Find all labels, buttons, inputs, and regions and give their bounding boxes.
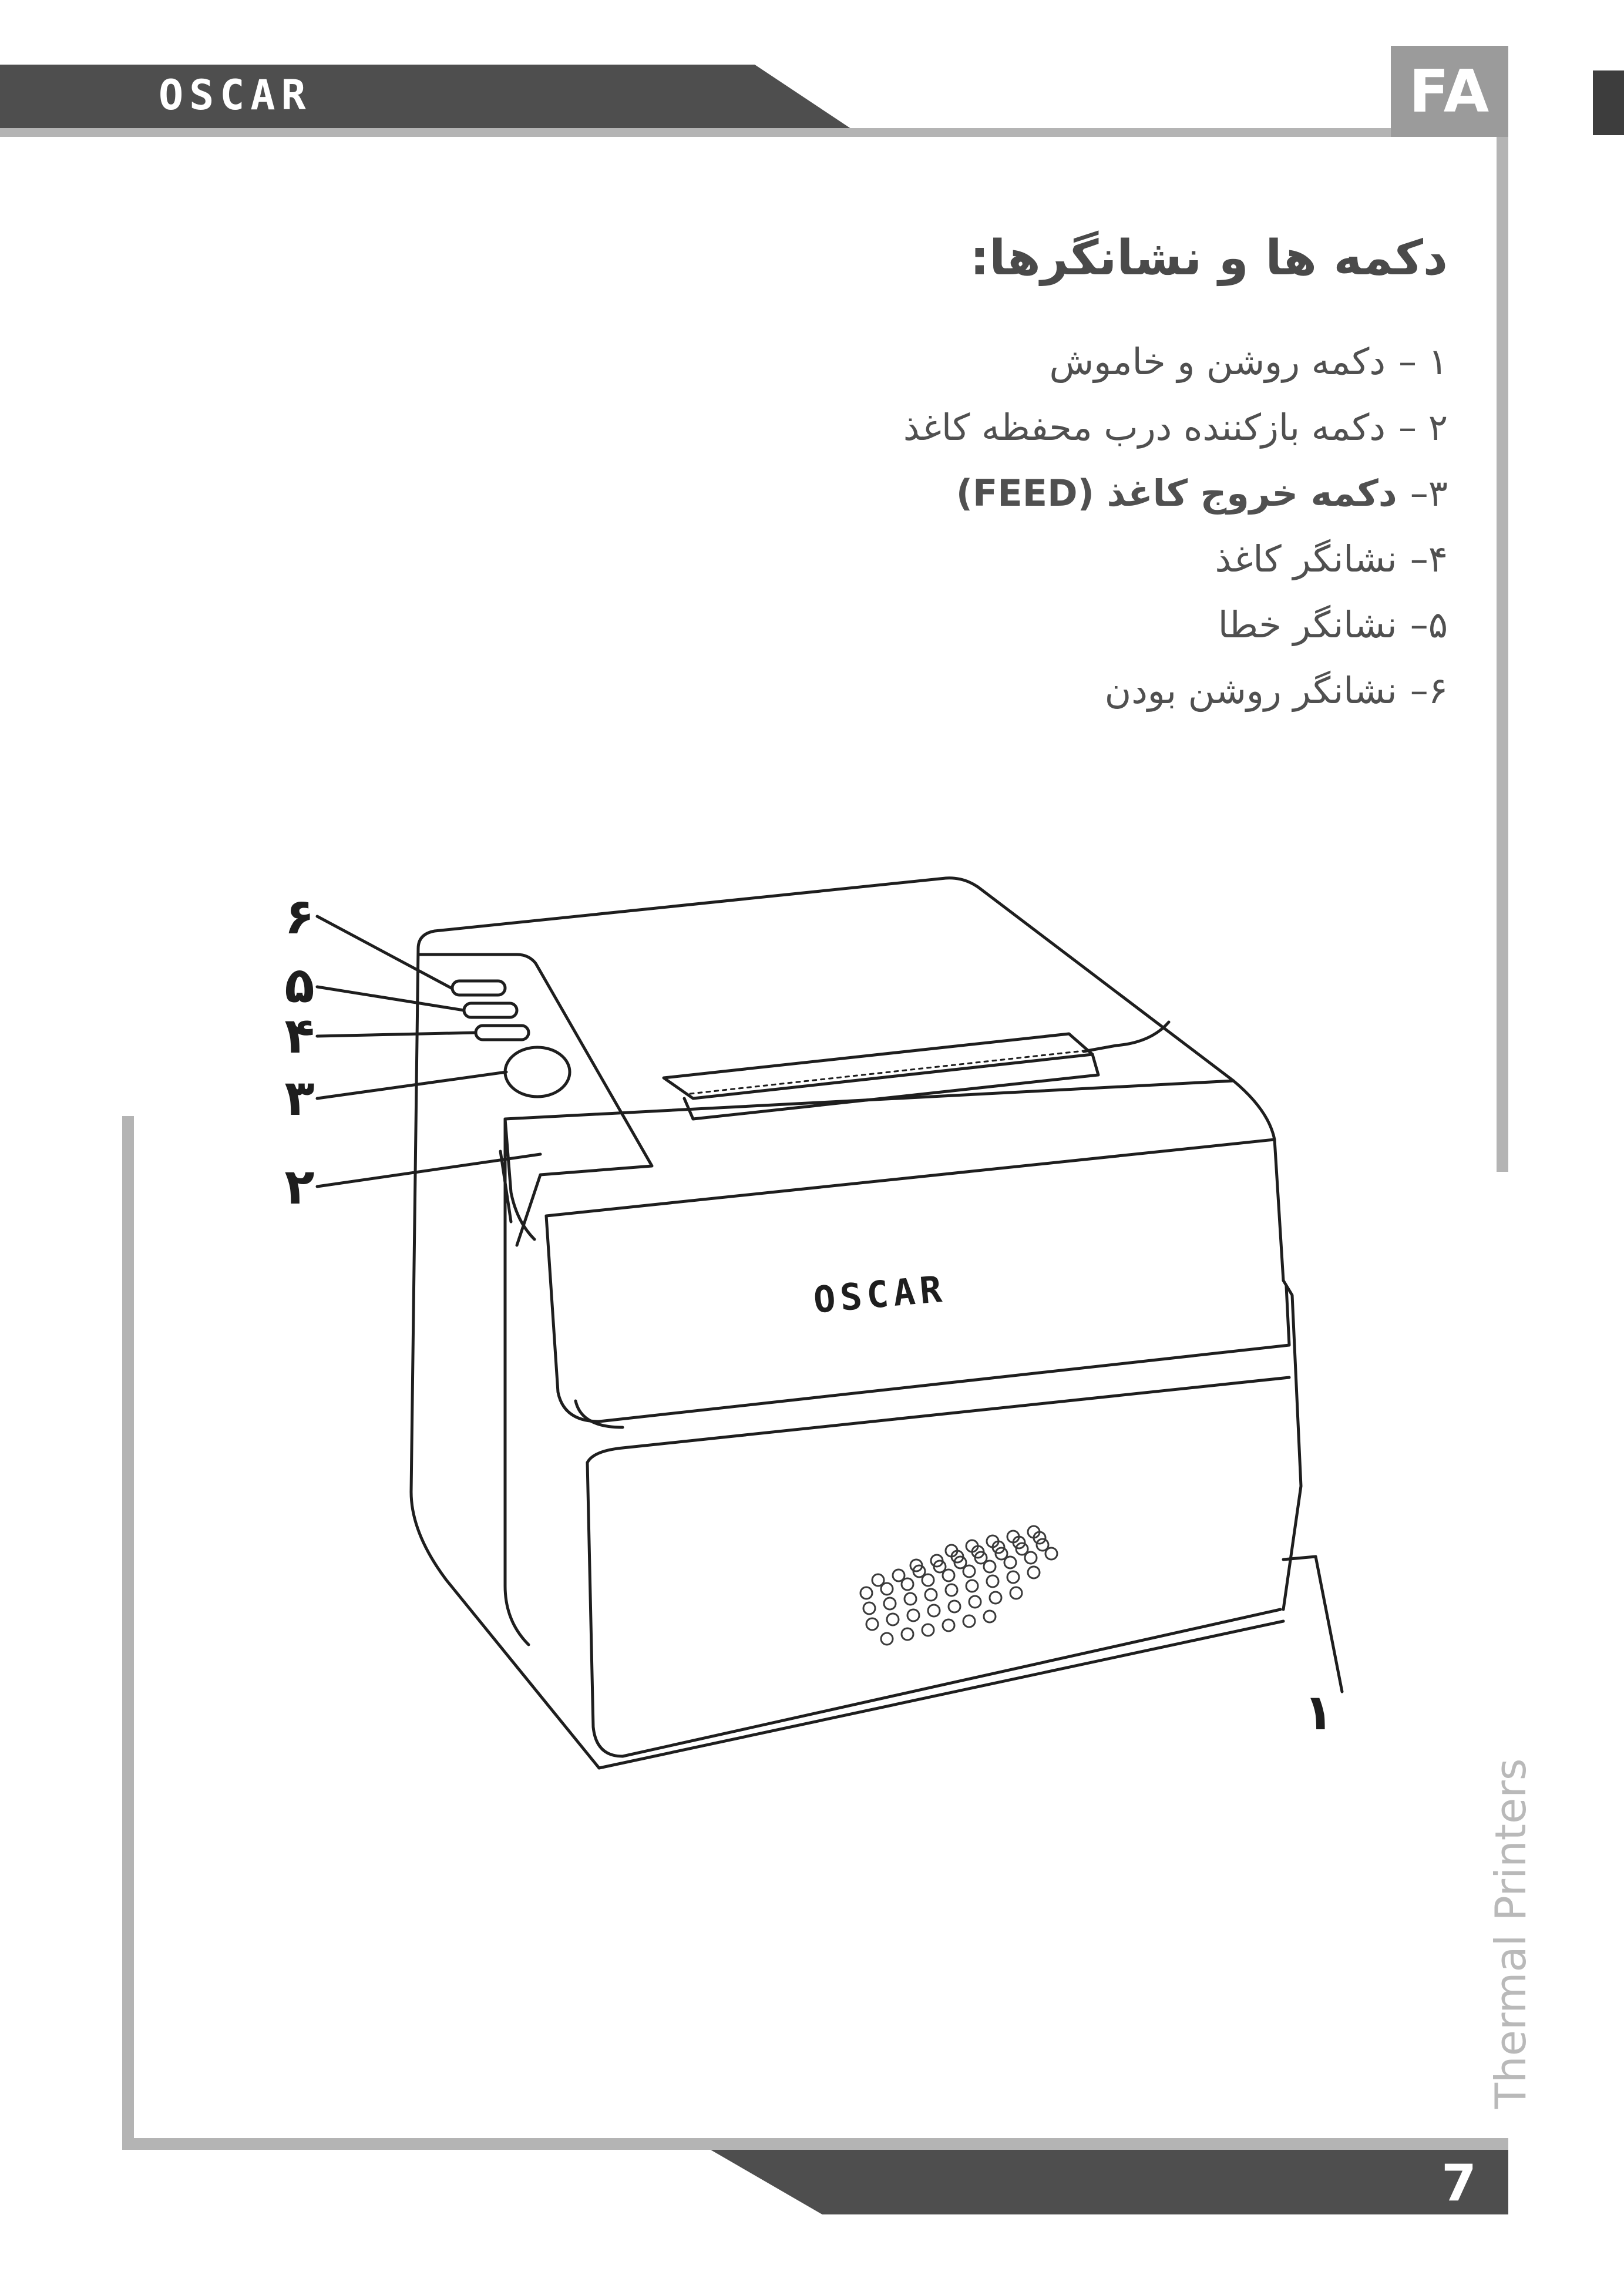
item-text: دکمه خروج کاغذ (FEED) <box>956 472 1397 515</box>
callout-3: ۳ <box>284 1069 315 1127</box>
callout-6: ۶ <box>284 888 315 945</box>
item-number: ۲ – <box>1398 406 1448 449</box>
side-caption: Thermal Printers <box>1486 1758 1535 2109</box>
list-item <box>567 526 1448 592</box>
list-item <box>567 592 1448 658</box>
list-item <box>567 658 1448 724</box>
item-number: ۳– <box>1410 472 1448 515</box>
callout-1: ۱ <box>1303 1683 1334 1741</box>
item-text: دکمه بازکننده درب محفظه کاغذ <box>903 406 1386 449</box>
item-list <box>567 329 1448 724</box>
footer-band <box>0 2138 1624 2214</box>
device-brand-logo: OSCAR <box>812 1267 949 1322</box>
list-item <box>567 461 1448 526</box>
item-text: نشانگر خطا <box>1218 603 1397 646</box>
buttons-indicators-section <box>567 217 1448 724</box>
item-number: ۴– <box>1410 537 1448 580</box>
list-item <box>567 329 1448 395</box>
item-number: ۵– <box>1410 603 1448 646</box>
callout-5: ۵ <box>284 956 315 1014</box>
oscar-logo <box>159 75 370 116</box>
page-number: 7 <box>1441 2154 1477 2213</box>
item-text: نشانگر کاغذ <box>1215 537 1397 580</box>
item-text: نشانگر روشن بودن <box>1104 669 1397 712</box>
frame-left-line <box>122 1116 134 2138</box>
section-title: دکمه ها و نشانگرها: <box>970 230 1448 286</box>
frame-right-line <box>1497 137 1508 1172</box>
list-item <box>567 395 1448 461</box>
language-badge: FA <box>1391 46 1508 137</box>
callout-4: ۴ <box>284 1007 315 1064</box>
brand-name: OSCAR <box>159 75 312 116</box>
speaker-grille <box>860 1526 1057 1645</box>
item-number: ۶– <box>1410 669 1448 712</box>
item-text: دکمه روشن و خاموش <box>1049 340 1386 383</box>
callout-2: ۲ <box>284 1158 315 1215</box>
item-number: ۱ – <box>1398 340 1448 383</box>
side-tab <box>1593 70 1624 135</box>
